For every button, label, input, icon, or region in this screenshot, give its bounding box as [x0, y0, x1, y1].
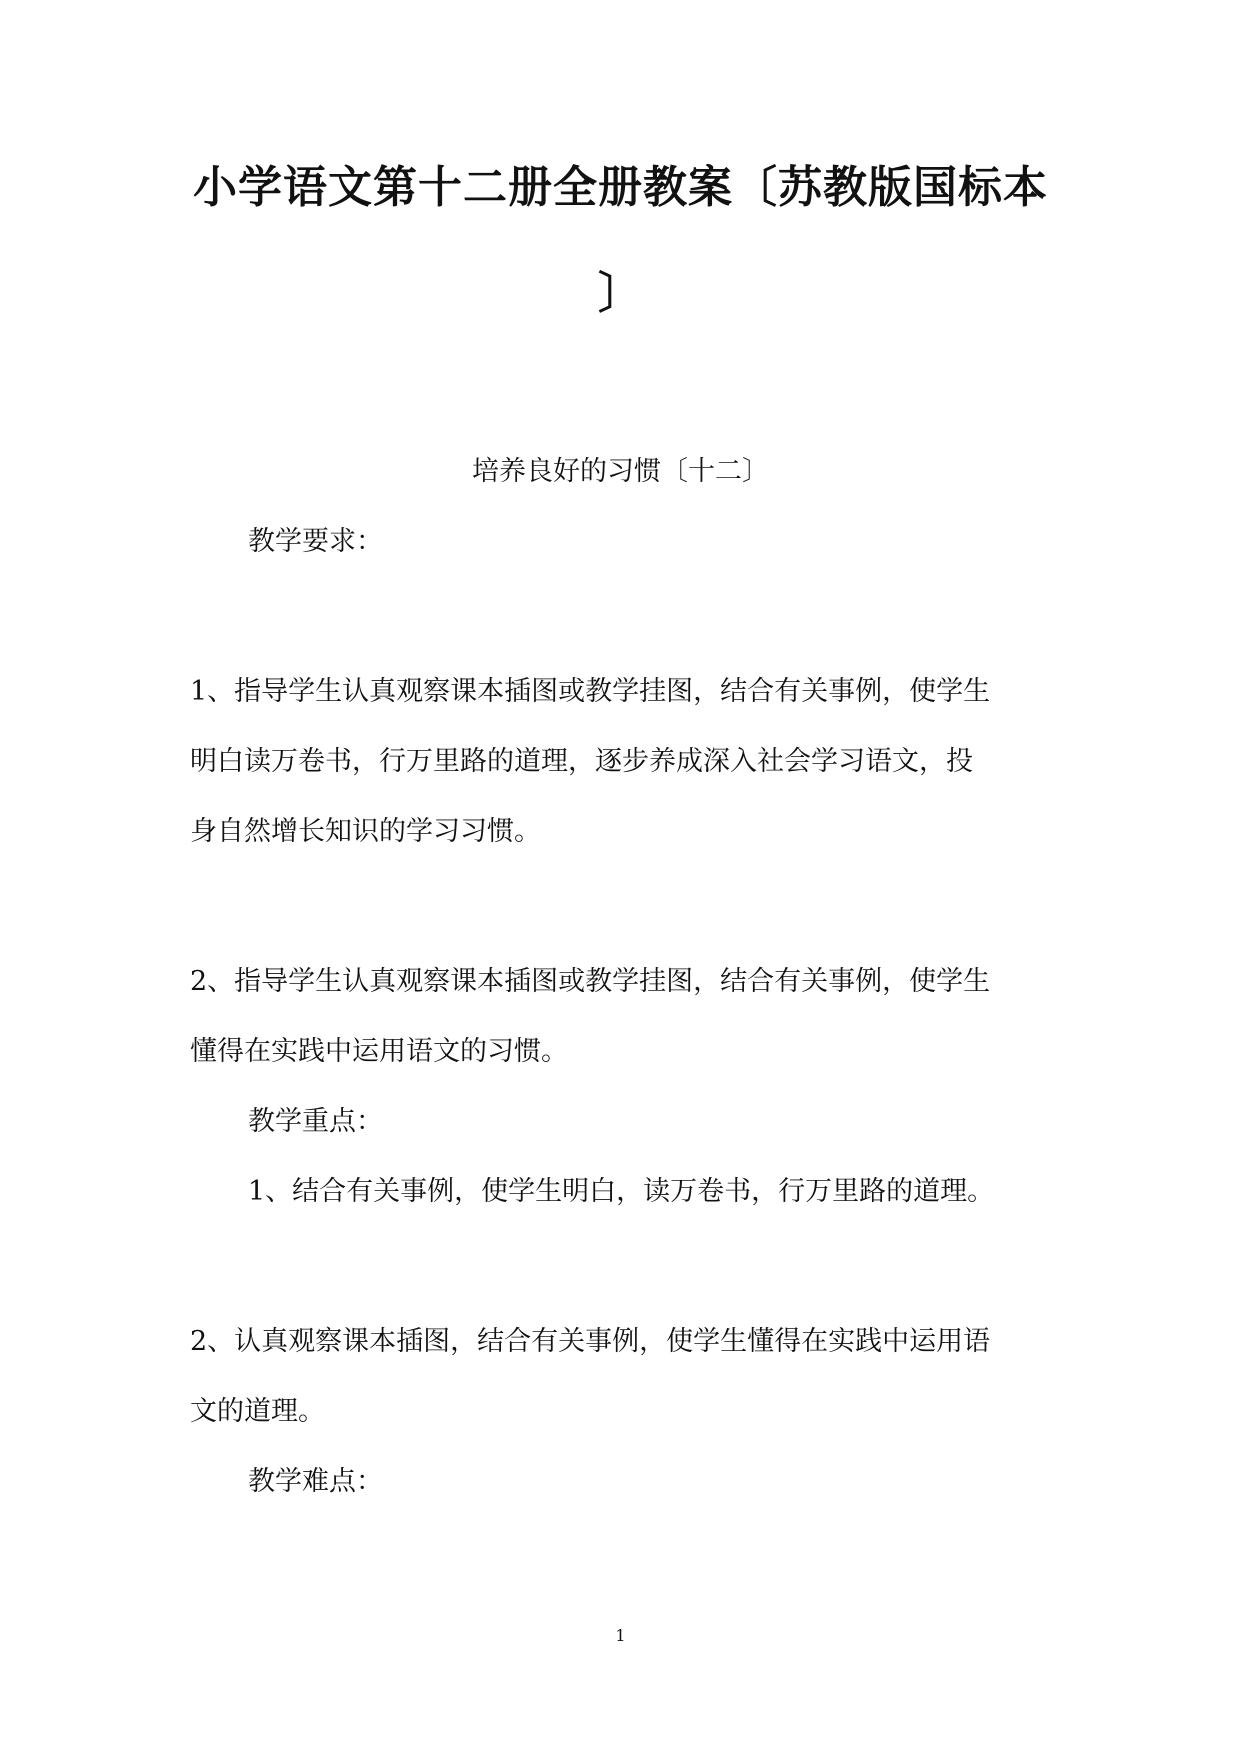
requirement-2-line-2: 懂得在实践中运用语文的习惯。: [190, 1036, 568, 1067]
requirement-2-line-1: 2、指导学生认真观察课本插图或教学挂图，结合有关事例，使学生: [190, 966, 991, 997]
section-heading-focus: 教学重点：: [248, 1106, 383, 1137]
focus-point-2-line-2: 文的道理。: [190, 1396, 325, 1427]
document-title: 小学语文第十二册全册教案〔苏教版国标本: [193, 162, 1048, 213]
requirement-1-line-2: 明白读万卷书，行万里路的道理，逐步养成深入社会学习语文，投: [190, 746, 973, 777]
requirement-1-line-3: 身自然增长知识的学习习惯。: [190, 816, 541, 847]
focus-point-1: 1、结合有关事例，使学生明白，读万卷书，行万里路的道理。: [248, 1176, 995, 1207]
focus-point-2-line-1: 2、认真观察课本插图，结合有关事例，使学生懂得在实践中运用语: [190, 1326, 991, 1357]
lesson-subtitle: 培养良好的习惯〔十二〕: [472, 456, 769, 487]
page-number: 1: [615, 1626, 626, 1645]
document-title-continued: 〕: [598, 268, 643, 319]
section-heading-requirements: 教学要求：: [248, 526, 383, 557]
requirement-1-line-1: 1、指导学生认真观察课本插图或教学挂图，结合有关事例，使学生: [190, 676, 991, 707]
section-heading-difficulty: 教学难点：: [248, 1466, 383, 1497]
